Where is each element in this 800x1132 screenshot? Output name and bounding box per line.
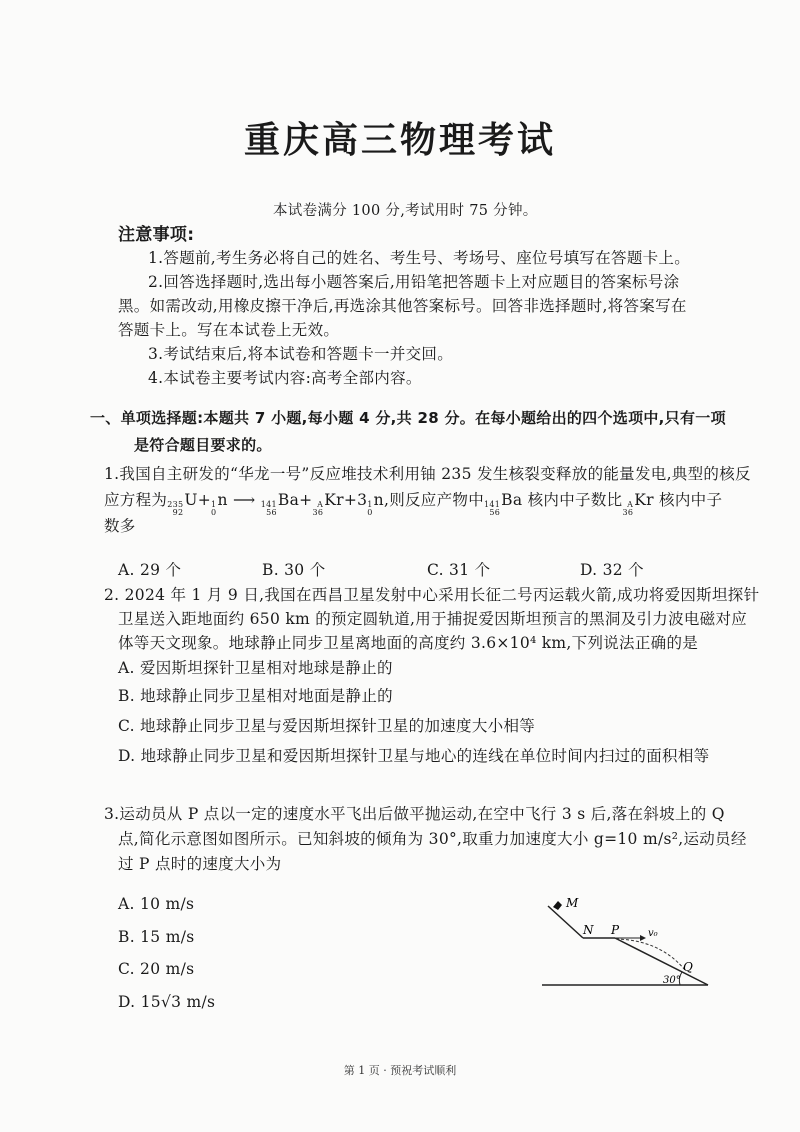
q2-stem: 体等天文现象。地球静止同步卫星离地面的高度约 3.6×10⁴ km,下列说法正确的是 [118, 634, 699, 652]
page-title: 重庆高三物理考试 [243, 120, 556, 161]
q3-option-d: D. 15√3 m/s [118, 993, 216, 1011]
q1-equation-line: 应方程为 235 92 U+ 1 0 n ⟶ 141 56 Ba+ A 36 Kr+3 1 0 n,则反应产物中 141 56 Ba 核内中子数比 A 36 Kr 核内中子 [104, 491, 723, 517]
svg-text:Q: Q [683, 960, 693, 974]
q1-stem: 1.我国自主研发的“华龙一号”反应堆技术利用铀 235 发生核裂变释放的能量发电,典型的核反 [104, 465, 751, 483]
svg-text:v₀: v₀ [648, 928, 658, 939]
notice-line: 黑。如需改动,用橡皮擦干净后,再选涂其他答案标号。回答非选择题时,将答案写在 [118, 297, 687, 315]
q2-option-a: A. 爱因斯坦探针卫星相对地球是静止的 [118, 659, 393, 677]
q3-stem: 点,简化示意图如图所示。已知斜坡的倾角为 30°,取重力加速度大小 g=10 m/s²,运动员经 [118, 830, 747, 848]
svg-text:M: M [566, 896, 579, 910]
nuclide: 235 92 [167, 500, 184, 517]
subtitle: 本试卷满分 100 分,考试用时 75 分钟。 [273, 203, 538, 219]
section-heading-cont: 是符合题目要求的。 [134, 436, 272, 454]
q2-option-b: B. 地球静止同步卫星相对地面是静止的 [118, 687, 393, 705]
q2-stem: 2. 2024 年 1 月 9 日,我国在西昌卫星发射中心采用长征二号丙运载火箭,成功将爱因斯坦探针 [104, 586, 760, 604]
notice-line: 3.考试结束后,将本试卷和答题卡一并交回。 [148, 345, 454, 363]
q2-option-d: D. 地球静止同步卫星和爱因斯坦探针卫星与地心的连线在单位时间内扫过的面积相等 [118, 747, 710, 765]
skier-icon [553, 901, 562, 910]
q3-stem: 3.运动员从 P 点以一定的速度水平飞出后做平抛运动,在空中飞行 3 s 后,落在斜坡上的 Q [104, 805, 725, 823]
q3-option-c: C. 20 m/s [118, 960, 195, 978]
q3-option-a: A. 10 m/s [118, 895, 195, 913]
svg-text:N: N [583, 923, 594, 937]
notice-line: 2.回答选择题时,选出每小题答案后,用铅笔把答题卡上对应题目的答案标号涂 [148, 273, 680, 291]
q1-text: 应方程为 [104, 491, 168, 509]
section-heading: 一、单项选择题:本题共 7 小题,每小题 4 分,共 28 分。在每小题给出的四个选项中,只有一项 [90, 409, 726, 427]
slope-pq [615, 938, 708, 985]
q3-option-b: B. 15 m/s [118, 928, 195, 946]
q1-option-b: B. 30 个 [262, 561, 326, 579]
q2-option-c: C. 地球静止同步卫星与爱因斯坦探针卫星的加速度大小相等 [118, 717, 536, 735]
q1-option-a: A. 29 个 [118, 561, 182, 579]
svg-text:30°: 30° [663, 975, 681, 986]
svg-text:P: P [611, 923, 620, 937]
q1-option-d: D. 32 个 [580, 561, 644, 579]
notice-line: 1.答题前,考生务必将自己的姓名、考生号、考场号、座位号填写在答题卡上。 [148, 249, 691, 267]
slope-mn [548, 906, 583, 938]
notice-line: 答题卡上。写在本试卷上无效。 [118, 321, 340, 339]
q1-stem-end: 数多 [104, 517, 136, 535]
page-footer: 第 1 页 · 预祝考试顺利 [343, 1064, 457, 1077]
notice-line: 4.本试卷主要考试内容:高考全部内容。 [148, 369, 422, 387]
velocity-arrow [640, 935, 646, 941]
notice-heading: 注意事项: [118, 225, 195, 245]
q1-option-c: C. 31 个 [427, 561, 491, 579]
q3-stem: 过 P 点时的速度大小为 [118, 855, 282, 873]
q2-stem: 卫星送入距地面约 650 km 的预定圆轨道,用于捕捉爱因斯坦预言的黑洞及引力波电磁对应 [118, 610, 748, 628]
ski-jump-diagram [520, 890, 720, 1000]
